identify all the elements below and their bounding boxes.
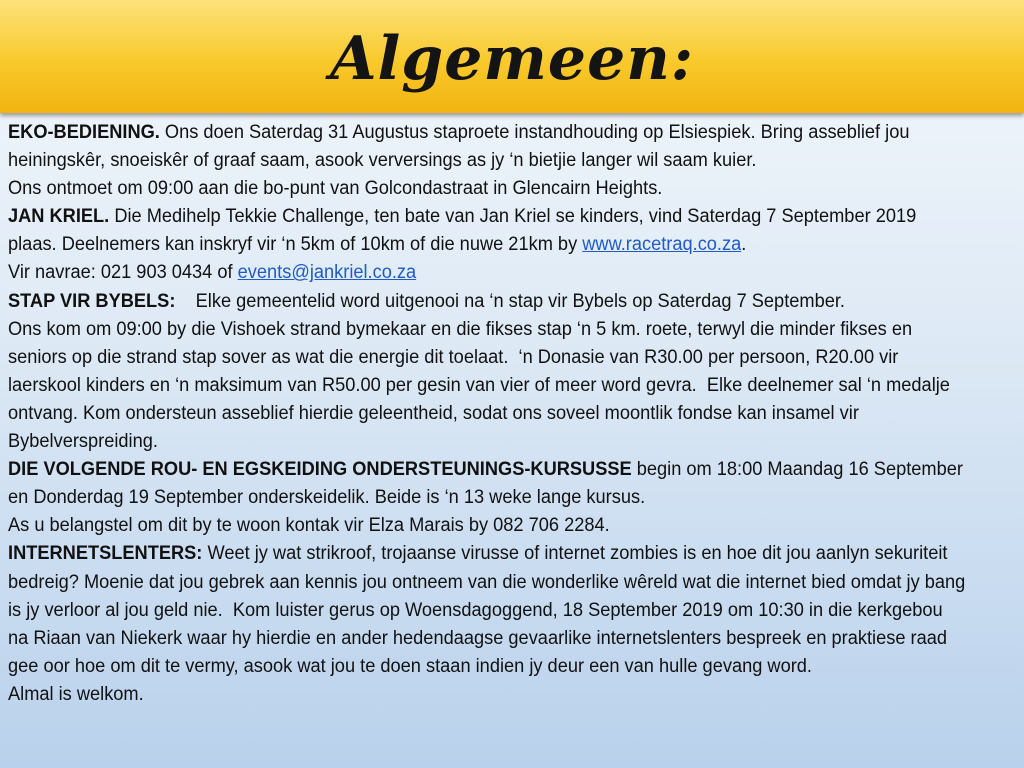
body-text: gee oor hoe om dit te vermy, asook wat jou te doen staan indien jy deur een van hulle gevang word.	[8, 654, 812, 677]
body-text: laerskool kinders en ‘n maksimum van R50.00 per gesin van vier of meer word gevra. Elke deelnemer sal ‘n medalje	[8, 373, 950, 396]
body-text: Bybelverspreiding.	[8, 430, 158, 453]
body-text: en Donderdag 19 September onderskeidelik. Beide is ‘n 13 weke lange kursus.	[8, 486, 646, 509]
text-line	[8, 455, 1020, 483]
text-line	[8, 596, 1020, 624]
text-line	[8, 202, 1020, 230]
body-text: Almal is welkom.	[8, 682, 144, 705]
text-line	[8, 483, 1020, 511]
text-line	[8, 315, 1020, 343]
body-text: ontvang. Kom ondersteun asseblief hierdie geleentheid, sodat ons soveel moontlik fondse kan insamel vir	[8, 401, 859, 424]
text-line	[8, 511, 1020, 539]
punctuation: .	[741, 233, 747, 256]
body-text: Ons kom om 09:00 by die Vishoek strand bymekaar en die fikses stap ‘n 5 km. roete, terwyl die minder fikses en	[8, 317, 913, 340]
text-line	[8, 287, 1020, 315]
body-text: bedreig? Moenie dat jou gebrek aan kennis jou ontneem van die wonderlike wêreld wat die internet bied omdat jy bang	[8, 570, 966, 593]
body-text: As u belangstel om dit by te woon kontak vir Elza Marais by 082 706 2284.	[8, 514, 610, 537]
body-text: Vir navrae: 021 903 0434 of	[8, 261, 238, 284]
text-line	[8, 399, 1020, 427]
text-line	[8, 652, 1020, 680]
section-heading: JAN KRIEL.	[8, 205, 110, 228]
email-link[interactable]: events@jankriel.co.za	[237, 261, 417, 284]
text-line	[8, 680, 1020, 708]
title-banner	[0, 0, 1024, 113]
body-text: na Riaan van Niekerk waar hy hierdie en ander hedendaagse gevaarlike internetslenters bespreek en praktiese raad	[8, 626, 948, 649]
body-text: heiningskêr, snoeiskêr of graaf saam, asook verversings as jy ‘n bietjie langer wil saam kuier.	[8, 149, 757, 172]
section-heading: EKO-BEDIENING.	[8, 121, 160, 143]
body-text: Ons doen Saterdag 31 Augustus staproete instandhouding op Elsiespiek. Bring asseblief jou	[159, 121, 910, 143]
text-line	[8, 174, 1020, 202]
website-link[interactable]: www.racetraq.co.za	[582, 233, 742, 256]
text-line	[8, 568, 1020, 596]
text-line	[8, 539, 1020, 567]
text-line	[8, 258, 1020, 286]
page-title: Algemeen:	[329, 23, 695, 94]
body-text: Ons ontmoet om 09:00 aan die bo-punt van Golcondastraat in Glencairn Heights.	[8, 177, 663, 200]
section-heading: DIE VOLGENDE ROU- EN EGSKEIDING ONDERSTEUNINGS-KURSUSSE	[8, 458, 632, 481]
section-heading: STAP VIR BYBELS:	[8, 289, 176, 312]
text-line	[8, 427, 1020, 455]
body-text: Elke gemeentelid word uitgenooi na ‘n stap vir Bybels op Saterdag 7 September.	[175, 289, 845, 312]
body-text: seniors op die strand stap sover as wat die energie dit toelaat. ‘n Donasie van R30.00 per persoon, R20.00 vir	[8, 345, 899, 368]
text-line	[8, 624, 1020, 652]
text-line	[8, 343, 1020, 371]
body-text: begin om 18:00 Maandag 16 September	[631, 458, 963, 481]
text-line	[8, 146, 1020, 174]
text-line	[8, 371, 1020, 399]
body-text: plaas. Deelnemers kan inskryf vir ‘n 5km of 10km of die nuwe 21km by	[8, 233, 583, 256]
text-line	[8, 230, 1020, 258]
section-heading: INTERNETSLENTERS:	[8, 542, 203, 565]
body-text: Weet jy wat strikroof, trojaanse virusse of internet zombies is en hoe dit jou aanlyn sekuriteit	[202, 542, 948, 565]
text-line	[8, 118, 1020, 146]
body-text: is jy verloor al jou geld nie. Kom luister gerus op Woensdagoggend, 18 September 2019 om 10:30 in die kerkgebou	[8, 598, 943, 621]
body-text: Die Medihelp Tekkie Challenge, ten bate van Jan Kriel se kinders, vind Saterdag 7 September 2019	[109, 205, 917, 228]
announcements-body	[8, 118, 1020, 708]
